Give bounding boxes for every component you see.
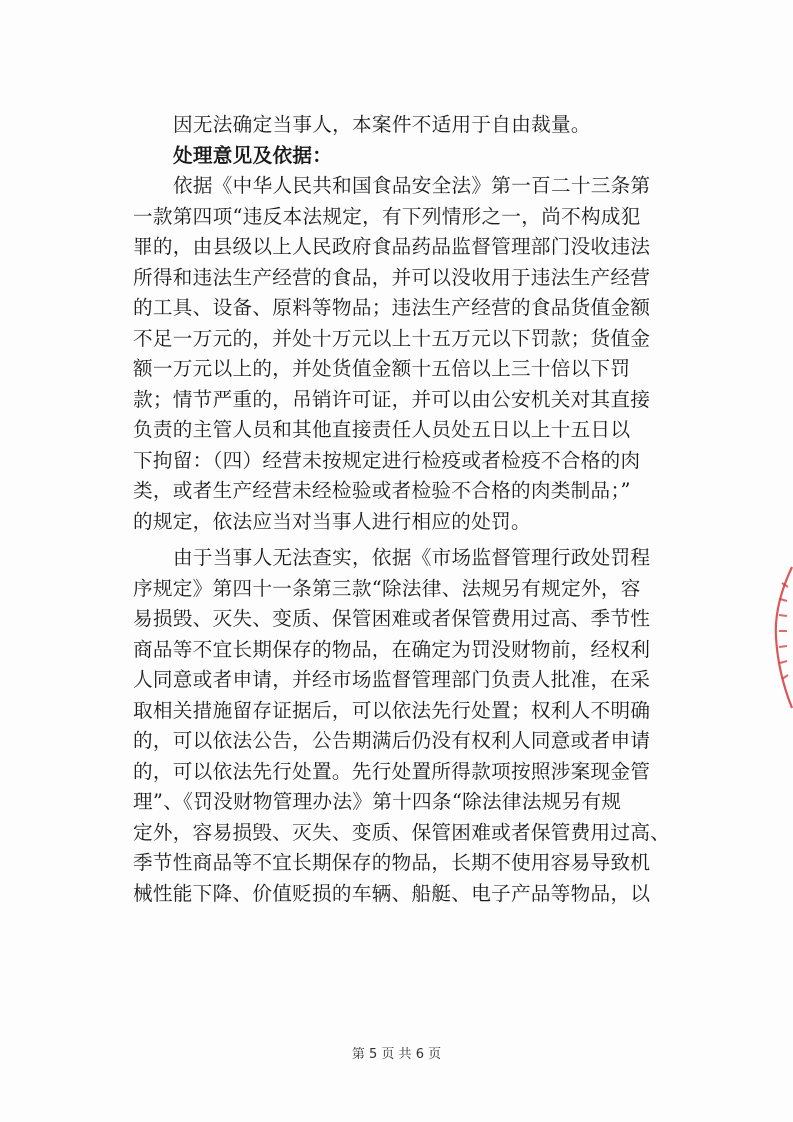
- document-body: [133, 110, 693, 909]
- body-line: 人同意或者申请，并经市场监督管理部门负责人批准，在采: [133, 668, 651, 691]
- body-line: 序规定》第四十一条第三款“除法律、法规另有规定外，容: [133, 576, 641, 600]
- body-line: 款；情节严重的，吊销许可证，并可以由公安机关对其直接: [133, 387, 651, 411]
- body-line: 定外，容易损毁、灭失、变质、保管困难或者保管费用过高、: [133, 820, 671, 844]
- body-line: 取相关措施留存证据后，可以依法先行处置；权利人不明确: [133, 698, 651, 722]
- body-line: 季节性商品等不宜长期保存的物品，长期不使用容易导致机: [133, 851, 651, 874]
- body-line: 理”、《罚没财物管理办法》第十四条“除法律法规另有规: [133, 790, 622, 813]
- body-line: 负责的主管人员和其他直接责任人员处五日以上十五日以: [133, 418, 631, 441]
- body-line: 的工具、设备、原料等物品；违法生产经营的食品货值金额: [133, 296, 651, 319]
- page-number: 第 5 页 共 6 页: [351, 1047, 442, 1062]
- body-line: 依据《中华人民共和国食品安全法》第一百二十三条第: [173, 174, 651, 197]
- body-line: 的，可以依法公告，公告期满后仍没有权利人同意或者申请: [133, 729, 651, 752]
- body-line: 易损毁、灭失、变质、保管困难或者保管费用过高、季节性: [133, 607, 651, 630]
- body-line: 由于当事人无法查实，依据《市场监督管理行政处罚程: [173, 546, 651, 569]
- body-line: 所得和违法生产经营的食品，并可以没收用于违法生产经营: [133, 265, 651, 289]
- body-line: 因无法确定当事人，本案件不适用于自由裁量。: [173, 113, 591, 136]
- section-heading: 处理意见及依据：: [173, 143, 333, 167]
- body-line: 械性能下降、价值贬损的车辆、船艇、电子产品等物品，以: [133, 881, 651, 905]
- body-line: 额一万元以上的，并处货值金额十五倍以上三十倍以下罚: [133, 357, 631, 380]
- body-line: 不足一万元的，并处十万元以上十五万元以下罚款；货值金: [133, 326, 651, 350]
- official-seal-fragment: [768, 565, 793, 710]
- body-line: 类，或者生产经营未经检验或者检验不合格的肉类制品；”: [133, 479, 631, 502]
- body-line: 下拘留：（四）经营未按规定进行检疫或者检疫不合格的肉: [133, 448, 641, 472]
- body-line: 的，可以依法先行处置。先行处置所得款项按照涉案现金管: [133, 759, 651, 783]
- body-line: 罪的，由县级以上人民政府食品药品监督管理部门没收违法: [133, 235, 651, 258]
- body-line: 商品等不宜长期保存的物品，在确定为罚没财物前，经权利: [133, 637, 651, 661]
- body-line: 一款第四项“违反本法规定，有下列情形之一，尚不构成犯: [133, 204, 641, 228]
- body-line: 的规定，依法应当对当事人进行相应的处罚。: [133, 509, 531, 533]
